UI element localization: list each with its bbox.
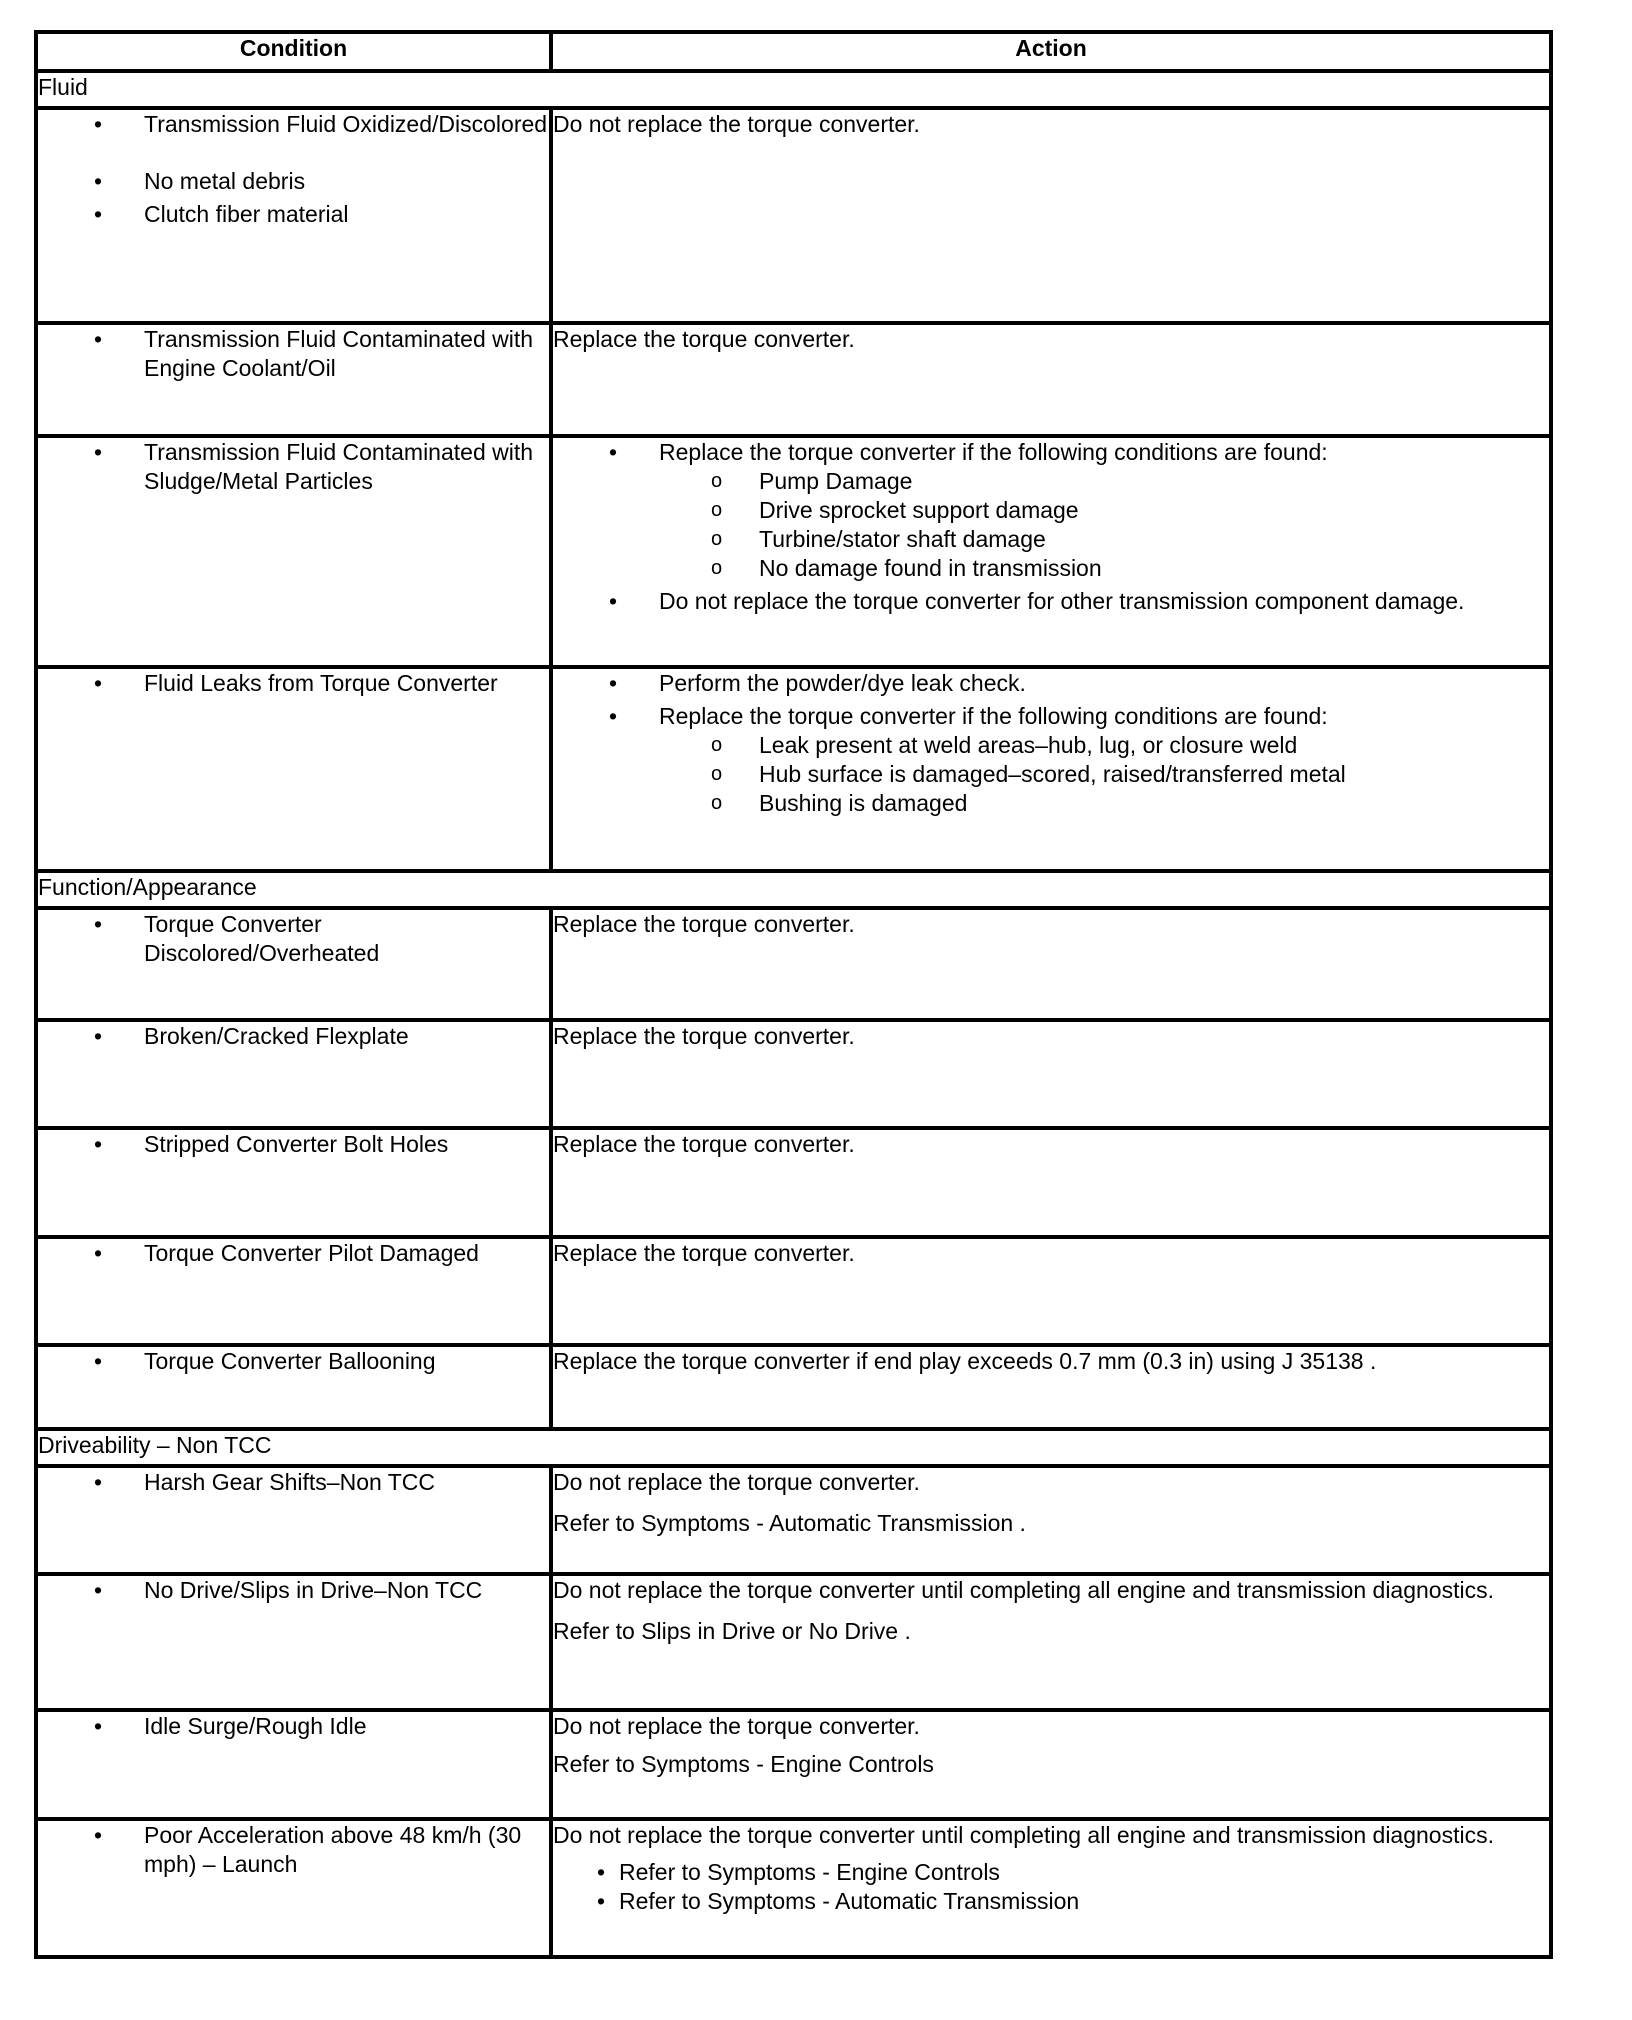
action-cell [551,436,1551,667]
action-subitem: o Drive sprocket support damage [553,496,1549,525]
condition-cell [36,108,551,323]
header-row [36,32,1551,71]
action-cell [551,1819,1551,1957]
condition-item: • Clutch fiber material [38,200,549,229]
condition-cell [36,1466,551,1574]
table-row [36,1574,1551,1710]
action-cell [551,1574,1551,1710]
condition-cell [36,1819,551,1957]
action-subitem: o Pump Damage [553,467,1549,496]
action-text: Refer to Symptoms - Automatic Transmission . [553,1510,1026,1536]
action-text: Replace the torque converter. [553,1131,855,1157]
section-row [36,71,1551,108]
condition-item: • Poor Acceleration above 48 km/h (30 mph) – Launch [38,1821,549,1879]
table-row [36,1020,1551,1128]
action-text: Replace the torque converter. [553,1023,855,1049]
action-text: Replace the torque converter. [553,911,855,937]
action-subitem: o Leak present at weld areas–hub, lug, or closure weld [553,731,1549,760]
action-text: Replace the torque converter if end play exceeds 0.7 mm (0.3 in) using J 35138 . [553,1348,1377,1374]
condition-cell [36,1128,551,1237]
condition-item: • Stripped Converter Bolt Holes [38,1130,549,1159]
table-row [36,1819,1551,1957]
action-cell [551,1020,1551,1128]
action-cell [551,1237,1551,1345]
action-cell [551,667,1551,871]
condition-item: • Transmission Fluid Contaminated with Engine Coolant/Oil [38,325,549,383]
action-cell [551,323,1551,436]
condition-item: • Torque Converter Ballooning [38,1347,549,1376]
condition-cell [36,1345,551,1429]
action-subitem: o No damage found in transmission [553,554,1549,583]
diagnostic-table [34,30,1553,1959]
condition-item: • Torque Converter Pilot Damaged [38,1239,549,1268]
condition-cell [36,1237,551,1345]
condition-item: • Broken/Cracked Flexplate [38,1022,549,1051]
action-bullet: • Refer to Symptoms - Automatic Transmission [553,1887,1549,1916]
action-cell [551,1345,1551,1429]
action-cell [551,908,1551,1020]
action-bullet: • Perform the powder/dye leak check. [553,669,1549,698]
table-row [36,1710,1551,1819]
condition-item: • Fluid Leaks from Torque Converter [38,669,549,698]
condition-item: • No metal debris [38,167,549,196]
condition-cell [36,323,551,436]
action-text: Do not replace the torque converter until completing all engine and transmission diagnostics. [553,1577,1494,1603]
action-text: Do not replace the torque converter until completing all engine and transmission diagnostics. [553,1822,1494,1848]
action-cell [551,1710,1551,1819]
condition-item: • Transmission Fluid Oxidized/Discolored [38,110,549,139]
section-title: Function/Appearance [36,871,1551,908]
action-bullet: • Refer to Symptoms - Engine Controls [553,1858,1549,1887]
action-text: Replace the torque converter. [553,1240,855,1266]
condition-cell [36,1710,551,1819]
action-bullet: • Do not replace the torque converter for other transmission component damage. [553,587,1549,616]
table-row [36,323,1551,436]
condition-cell [36,667,551,871]
action-bullet: • Replace the torque converter if the following conditions are found: [553,438,1549,467]
header-condition: Condition [36,32,551,71]
condition-item: • No Drive/Slips in Drive–Non TCC [38,1576,549,1605]
action-cell [551,1128,1551,1237]
condition-cell [36,1020,551,1128]
section-row [36,871,1551,908]
condition-item: • Harsh Gear Shifts–Non TCC [38,1468,549,1497]
action-text: Do not replace the torque converter. [553,1469,920,1495]
table-row [36,1237,1551,1345]
table-row [36,436,1551,667]
action-bullet: • Replace the torque converter if the following conditions are found: [553,702,1549,731]
action-text: Refer to Slips in Drive or No Drive . [553,1618,911,1644]
table-row [36,1466,1551,1574]
condition-item: • Idle Surge/Rough Idle [38,1712,549,1741]
table-row [36,108,1551,323]
action-text: Replace the torque converter. [553,326,855,352]
action-cell [551,108,1551,323]
condition-cell [36,908,551,1020]
action-text: Refer to Symptoms - Engine Controls [553,1751,934,1777]
action-subitem: o Bushing is damaged [553,789,1549,818]
table-row [36,667,1551,871]
section-title: Driveability – Non TCC [36,1429,1551,1466]
table-row [36,1345,1551,1429]
condition-cell [36,1574,551,1710]
table-row [36,908,1551,1020]
header-action: Action [551,32,1551,71]
table-row [36,1128,1551,1237]
section-title: Fluid [36,71,1551,108]
action-cell [551,1466,1551,1574]
condition-item: • Torque Converter Discolored/Overheated [38,910,549,968]
action-subitem: o Turbine/stator shaft damage [553,525,1549,554]
condition-item: • Transmission Fluid Contaminated with Sludge/Metal Particles [38,438,549,496]
section-row [36,1429,1551,1466]
action-subitem: o Hub surface is damaged–scored, raised/transferred metal [553,760,1549,789]
action-text: Do not replace the torque converter. [553,111,920,137]
condition-cell [36,436,551,667]
action-text: Do not replace the torque converter. [553,1713,920,1739]
